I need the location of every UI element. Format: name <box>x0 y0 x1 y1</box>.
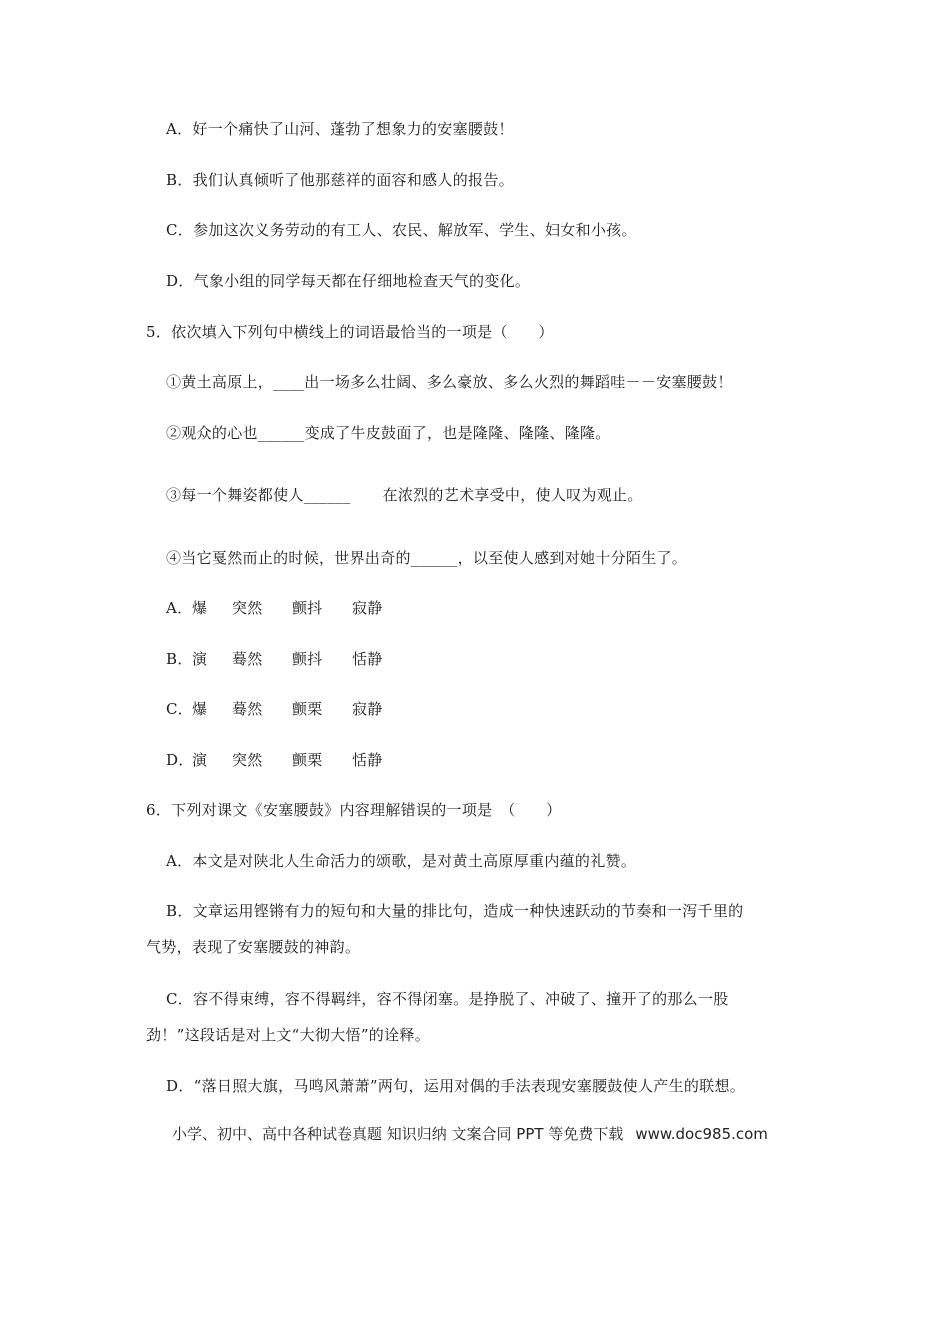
q5-sentence-3 <box>166 485 643 505</box>
q5-sentence-1: ①黄土高原上，____出一场多么壮阔、多么豪放、多么火烈的舞蹈哇－－安塞腰鼓！ <box>166 373 733 391</box>
q6-option-b-line2: 气势，表现了安塞腰鼓的神韵。 <box>146 938 361 956</box>
prev-option-a: A．好一个痛快了山河、蓬勃了想象力的安塞腰鼓！ <box>166 120 514 138</box>
question-6-stem: 6．下列对课文《安塞腰鼓》内容理解错误的一项是 （ ） <box>146 801 562 819</box>
prev-option-d: D．气象小组的同学每天都在仔细地检查天气的变化。 <box>166 272 531 290</box>
question-5-stem: 5．依次填入下列句中横线上的词语最恰当的一项是（ ） <box>146 323 554 341</box>
page-footer <box>172 1124 768 1144</box>
q6-option-c-line2: 劲！”这段话是对上文“大彻大悟”的诠释。 <box>146 1026 431 1044</box>
q6-option-c-line1: C．容不得束缚，容不得羁绊，容不得闭塞。是挣脱了、冲破了、撞开了的那么一股 <box>166 990 729 1008</box>
prev-option-b: B．我们认真倾听了他那慈祥的面容和感人的报告。 <box>166 171 514 189</box>
q5-sentence-3-part1: ③每一个舞姿都使人______ <box>166 486 351 504</box>
q5-sentence-4: ④当它戛然而止的时候，世界出奇的______，以至使人感到对她十分陌生了。 <box>166 549 688 567</box>
q5-sentence-3-part2: 在浓烈的艺术享受中，使人叹为观止。 <box>382 486 643 504</box>
footer-text: 小学、初中、高中各种试卷真题 知识归纳 文案合同 PPT 等免费下载 <box>172 1125 624 1143</box>
q5-option-b: B．演 蓦然 颤抖 恬静 <box>166 650 383 668</box>
q6-option-b-line1: B．文章运用铿锵有力的短句和大量的排比句，造成一种快速跃动的节奏和一泻千里的 <box>166 902 744 920</box>
footer-url[interactable]: www.doc985.com <box>635 1125 768 1143</box>
prev-option-c: C．参加这次义务劳动的有工人、农民、解放军、学生、妇女和小孩。 <box>166 221 637 239</box>
q6-option-a: A．本文是对陕北人生命活力的颂歌，是对黄土高原厚重内蕴的礼赞。 <box>166 852 637 870</box>
q5-option-d: D．演 突然 颤栗 恬静 <box>166 751 383 769</box>
q5-sentence-2: ②观众的心也______变成了牛皮鼓面了，也是隆隆、隆隆、隆隆。 <box>166 424 611 442</box>
q5-option-c: C．爆 蓦然 颤栗 寂静 <box>166 700 383 718</box>
q6-option-d: D．“落日照大旗，马鸣风萧萧”两句，运用对偶的手法表现安塞腰鼓使人产生的联想。 <box>166 1077 746 1095</box>
q5-option-a: A．爆 突然 颤抖 寂静 <box>166 599 383 617</box>
